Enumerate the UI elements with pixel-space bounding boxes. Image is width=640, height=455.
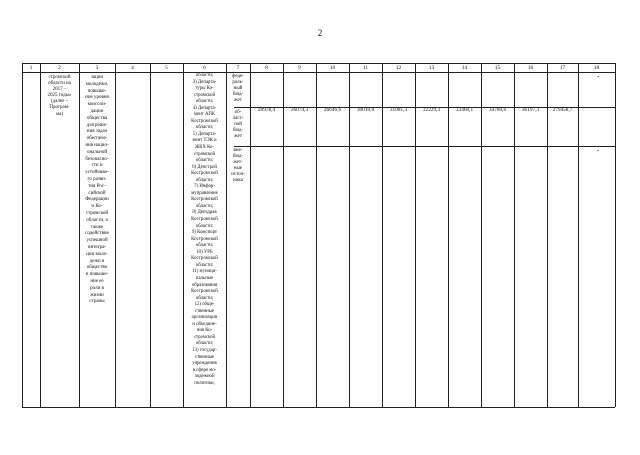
program-goal-cell: зации молодежи, повыше- ние уровня консоли- дации общества для реше- ния задач обеспече- ния нацио- ональной безопасно- сти и устойчиво- го разви- тия Рос- сийской Федерации и Ко- стромской области, а также содействие успешной интегра- ции моло- дежи в общество и повыше- ние ее роли в жизни страны xyxy=(85,75,109,305)
value-col-12: 31081,3 xyxy=(389,107,408,113)
header-col-10: 10 xyxy=(329,65,336,71)
header-col-17: 17 xyxy=(559,65,566,71)
value-col-14: 33460,1 xyxy=(455,107,474,113)
header-col-4: 4 xyxy=(131,65,134,71)
header-col-7: 7 xyxy=(236,65,240,71)
header-col-2: 2 xyxy=(58,65,61,71)
value-col-9: 26074,3 xyxy=(290,107,309,113)
source-regional-budget: об- ласт- ной бюд- жет xyxy=(232,110,244,140)
header-col-9: 9 xyxy=(298,65,301,71)
page-number: 2 xyxy=(317,28,323,38)
header-col-11: 11 xyxy=(362,65,369,71)
header-col-15: 15 xyxy=(494,65,501,71)
header-col-6: 6 xyxy=(203,65,206,71)
dash-mark-federal: - xyxy=(597,72,600,80)
header-col-8: 8 xyxy=(265,65,268,71)
header-col-3: 3 xyxy=(95,65,99,71)
value-col-17-total: 279458,7 xyxy=(552,107,573,113)
value-col-10: 26646,6 xyxy=(323,107,342,113)
header-col-13: 13 xyxy=(428,65,435,71)
value-col-13: 32229,3 xyxy=(422,107,441,113)
value-col-15: 34780,6 xyxy=(488,107,507,113)
header-col-16: 16 xyxy=(527,65,534,71)
value-col-8: 28978,4 xyxy=(257,107,276,113)
value-col-11: 30010,8 xyxy=(356,107,375,113)
program-name-cell: стромской области на 2017 – 2025 годы» (далее – Програм- ма) xyxy=(47,75,72,117)
header-col-18: 18 xyxy=(593,65,600,71)
header-col-5: 5 xyxy=(165,65,168,71)
executors-cell: области; 3) Департа- туры Ко- стромской области; 4) Департа- мент АПК Костромской области; 5) Департа- мент ТЭК и ЖКХ Ко- стромской области; 6) Депстрой Костромской области; 7) Инфор- муправление Костромской области; 8) Депздрав Костромской области; 9) Комспорт Костромской области; 10) УРБ Костромской области; 11) муници- пальные образования Костромской области; 12) обще- ственные организации и объедине- ния Ко- стромской области; 13) государ- ственные учреждения в сфере мо- лодежной политики, xyxy=(191,73,218,386)
header-col-14: 14 xyxy=(461,65,468,71)
header-col-1: 1 xyxy=(29,65,33,71)
source-federal-budget: феде- раль- ный бюд- жет xyxy=(232,74,244,104)
source-extrabudgetary: вне- бюд- жет- ные источ- ника xyxy=(231,148,245,184)
dash-mark-extrabudget: - xyxy=(597,146,600,154)
value-col-16: 36197,3 xyxy=(521,107,540,113)
header-col-12: 12 xyxy=(395,65,402,71)
